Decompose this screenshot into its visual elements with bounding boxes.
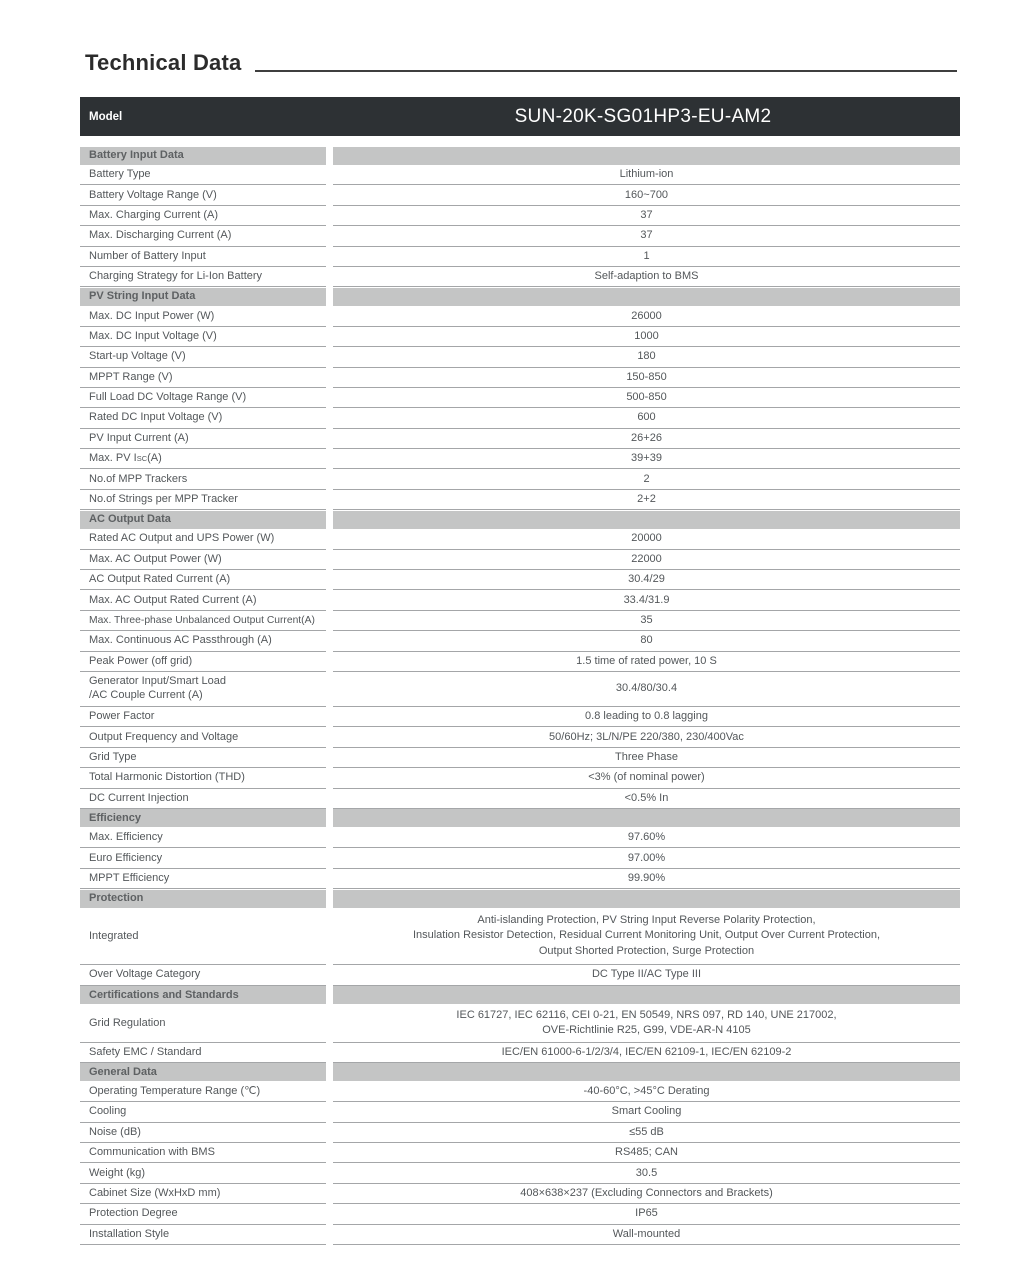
- spec-table: [80, 146, 960, 1245]
- spec-row: [80, 327, 960, 347]
- spec-row: [80, 185, 960, 205]
- spec-row: [80, 570, 960, 590]
- row-value: 1.5 time of rated power, 10 S: [333, 652, 960, 672]
- spec-row: [80, 449, 960, 469]
- spec-row: [80, 429, 960, 449]
- row-value: ≤55 dB: [333, 1123, 960, 1143]
- row-label: Operating Temperature Range (℃): [80, 1082, 326, 1102]
- row-value: 99.90%: [333, 869, 960, 889]
- row-value: 30.4/29: [333, 570, 960, 590]
- row-value: 20000: [333, 529, 960, 549]
- row-label: Number of Battery Input: [80, 247, 326, 267]
- row-value: 1: [333, 247, 960, 267]
- spec-row: [80, 267, 960, 287]
- model-value: SUN-20K-SG01HP3-EU-AM2: [514, 105, 772, 127]
- row-value: <0.5% In: [333, 789, 960, 809]
- row-label: MPPT Efficiency: [80, 869, 326, 889]
- row-value: 500-850: [333, 388, 960, 408]
- row-value: 80: [333, 631, 960, 651]
- section-header-row: [80, 986, 960, 1004]
- row-label: No.of MPP Trackers: [80, 469, 326, 489]
- section-title: Certifications and Standards: [80, 986, 326, 1004]
- row-label: Start-up Voltage (V): [80, 347, 326, 367]
- row-value: Lithium-ion: [333, 165, 960, 185]
- row-label: Max. DC Input Voltage (V): [80, 327, 326, 347]
- row-value: 0.8 leading to 0.8 lagging: [333, 707, 960, 727]
- row-label: Cabinet Size (WxHxD mm): [80, 1184, 326, 1204]
- page-title: Technical Data: [85, 50, 242, 75]
- row-label: Protection Degree: [80, 1204, 326, 1224]
- row-label: Weight (kg): [80, 1163, 326, 1183]
- row-label: PV Input Current (A): [80, 429, 326, 449]
- row-label: Max. Discharging Current (A): [80, 226, 326, 246]
- section-header-filler: [333, 147, 960, 165]
- row-label: Max. Three-phase Unbalanced Output Current(A): [80, 611, 326, 631]
- row-value: 22000: [333, 550, 960, 570]
- row-value: IP65: [333, 1204, 960, 1224]
- spec-row: [80, 1102, 960, 1122]
- title-row: [85, 50, 957, 76]
- spec-row: [80, 1143, 960, 1163]
- row-label: Safety EMC / Standard: [80, 1043, 326, 1063]
- section-header-filler: [333, 890, 960, 908]
- spec-row: [80, 1184, 960, 1204]
- spec-row: [80, 347, 960, 367]
- row-value: RS485; CAN: [333, 1143, 960, 1163]
- section-title: Protection: [80, 890, 326, 908]
- spec-row: [80, 590, 960, 610]
- spec-row: [80, 1204, 960, 1224]
- spec-row: [80, 306, 960, 326]
- spec-row: [80, 226, 960, 246]
- spec-row: [80, 869, 960, 889]
- row-label: MPPT Range (V): [80, 368, 326, 388]
- spec-row: [80, 631, 960, 651]
- spec-row: [80, 707, 960, 727]
- row-label: Rated AC Output and UPS Power (W): [80, 529, 326, 549]
- spec-row: [80, 748, 960, 768]
- spec-row: [80, 165, 960, 185]
- row-value: Anti-islanding Protection, PV String Input Reverse Polarity Protection, Insulation Resistor Detection, Residual Current Monitoring Unit, Output Over Current Protection, Output Shorted Protection, Surge Protection: [333, 908, 960, 965]
- row-label: Total Harmonic Distortion (THD): [80, 768, 326, 788]
- spec-row: [80, 1005, 960, 1043]
- row-value: -40-60°C, >45°C Derating: [333, 1082, 960, 1102]
- spec-row: [80, 1123, 960, 1143]
- row-value: 30.5: [333, 1163, 960, 1183]
- row-value: 26+26: [333, 429, 960, 449]
- section-header-row: [80, 147, 960, 165]
- section-header-filler: [333, 809, 960, 827]
- row-label: Output Frequency and Voltage: [80, 727, 326, 747]
- row-label: Max. Charging Current (A): [80, 206, 326, 226]
- section-header-filler: [333, 1063, 960, 1081]
- spec-row: [80, 965, 960, 985]
- spec-row: [80, 388, 960, 408]
- spec-row: [80, 550, 960, 570]
- section-title: General Data: [80, 1063, 326, 1081]
- row-value: 26000: [333, 306, 960, 326]
- spec-row: [80, 469, 960, 489]
- row-label: Max. AC Output Rated Current (A): [80, 590, 326, 610]
- row-label: No.of Strings per MPP Tracker: [80, 490, 326, 510]
- row-label: DC Current Injection: [80, 789, 326, 809]
- row-label: Over Voltage Category: [80, 965, 326, 985]
- section-header-row: [80, 809, 960, 827]
- row-label: Max. Continuous AC Passthrough (A): [80, 631, 326, 651]
- section-header-filler: [333, 511, 960, 529]
- spec-row: [80, 848, 960, 868]
- row-value: 37: [333, 226, 960, 246]
- spec-row: [80, 828, 960, 848]
- row-value: 180: [333, 347, 960, 367]
- row-value: DC Type II/AC Type III: [333, 965, 960, 985]
- section-title: AC Output Data: [80, 511, 326, 529]
- row-value: 50/60Hz; 3L/N/PE 220/380, 230/400Vac: [333, 727, 960, 747]
- row-value: Three Phase: [333, 748, 960, 768]
- section-header-filler: [333, 288, 960, 306]
- spec-row: [80, 529, 960, 549]
- row-label: Generator Input/Smart Load /AC Couple Current (A): [80, 672, 326, 707]
- spec-row: [80, 1163, 960, 1183]
- spec-row: [80, 408, 960, 428]
- row-label: Cooling: [80, 1102, 326, 1122]
- row-value: 2: [333, 469, 960, 489]
- spec-row: [80, 727, 960, 747]
- row-label: Noise (dB): [80, 1123, 326, 1143]
- row-label: Battery Voltage Range (V): [80, 185, 326, 205]
- spec-row: [80, 768, 960, 788]
- row-value: 408×638×237 (Excluding Connectors and Brackets): [333, 1184, 960, 1204]
- spec-row: [80, 672, 960, 707]
- row-value: 1000: [333, 327, 960, 347]
- row-label: Max. Efficiency: [80, 828, 326, 848]
- section-header-row: [80, 288, 960, 306]
- row-value: 97.00%: [333, 848, 960, 868]
- spec-row: [80, 206, 960, 226]
- row-label: Installation Style: [80, 1225, 326, 1245]
- row-label: Max. PV I SC (A): [80, 449, 326, 469]
- row-label: Integrated: [80, 908, 326, 965]
- title-underline: [255, 70, 957, 73]
- row-value: IEC 61727, IEC 62116, CEI 0-21, EN 50549, NRS 097, RD 140, UNE 217002, OVE-Richtlinie R25, G99, VDE-AR-N 4105: [333, 1005, 960, 1043]
- spec-row: [80, 652, 960, 672]
- section-title: Battery Input Data: [80, 147, 326, 165]
- row-label: Euro Efficiency: [80, 848, 326, 868]
- section-title: PV String Input Data: [80, 288, 326, 306]
- row-value: 97.60%: [333, 828, 960, 848]
- row-value: <3% (of nominal power): [333, 768, 960, 788]
- section-header-row: [80, 890, 960, 908]
- row-value: Smart Cooling: [333, 1102, 960, 1122]
- row-label: AC Output Rated Current (A): [80, 570, 326, 590]
- spec-row: [80, 908, 960, 965]
- row-label: Peak Power (off grid): [80, 652, 326, 672]
- spec-row: [80, 247, 960, 267]
- row-label: Power Factor: [80, 707, 326, 727]
- row-value: IEC/EN 61000-6-1/2/3/4, IEC/EN 62109-1, IEC/EN 62109-2: [333, 1043, 960, 1063]
- row-label: Grid Regulation: [80, 1005, 326, 1043]
- spec-row: [80, 490, 960, 510]
- row-label: Max. DC Input Power (W): [80, 306, 326, 326]
- row-label: Rated DC Input Voltage (V): [80, 408, 326, 428]
- spec-row: [80, 611, 960, 631]
- row-label: Full Load DC Voltage Range (V): [80, 388, 326, 408]
- row-label: Grid Type: [80, 748, 326, 768]
- spec-row: [80, 789, 960, 809]
- section-header-row: [80, 1063, 960, 1081]
- row-value: 600: [333, 408, 960, 428]
- row-value: 2+2: [333, 490, 960, 510]
- model-bar: [80, 97, 960, 136]
- section-title: Efficiency: [80, 809, 326, 827]
- row-label: Battery Type: [80, 165, 326, 185]
- spec-row: [80, 368, 960, 388]
- row-label: Communication with BMS: [80, 1143, 326, 1163]
- row-value: Wall-mounted: [333, 1225, 960, 1245]
- row-value: 160~700: [333, 185, 960, 205]
- model-label: Model: [89, 110, 123, 123]
- row-label: Max. AC Output Power (W): [80, 550, 326, 570]
- row-value: 150-850: [333, 368, 960, 388]
- row-value: 39+39: [333, 449, 960, 469]
- row-label: Charging Strategy for Li-Ion Battery: [80, 267, 326, 287]
- row-value: 35: [333, 611, 960, 631]
- section-header-filler: [333, 986, 960, 1004]
- row-value: 30.4/80/30.4: [333, 672, 960, 707]
- spec-row: [80, 1225, 960, 1245]
- row-value: 37: [333, 206, 960, 226]
- spec-row: [80, 1082, 960, 1102]
- section-header-row: [80, 511, 960, 529]
- row-value: 33.4/31.9: [333, 590, 960, 610]
- spec-row: [80, 1043, 960, 1063]
- row-value: Self-adaption to BMS: [333, 267, 960, 287]
